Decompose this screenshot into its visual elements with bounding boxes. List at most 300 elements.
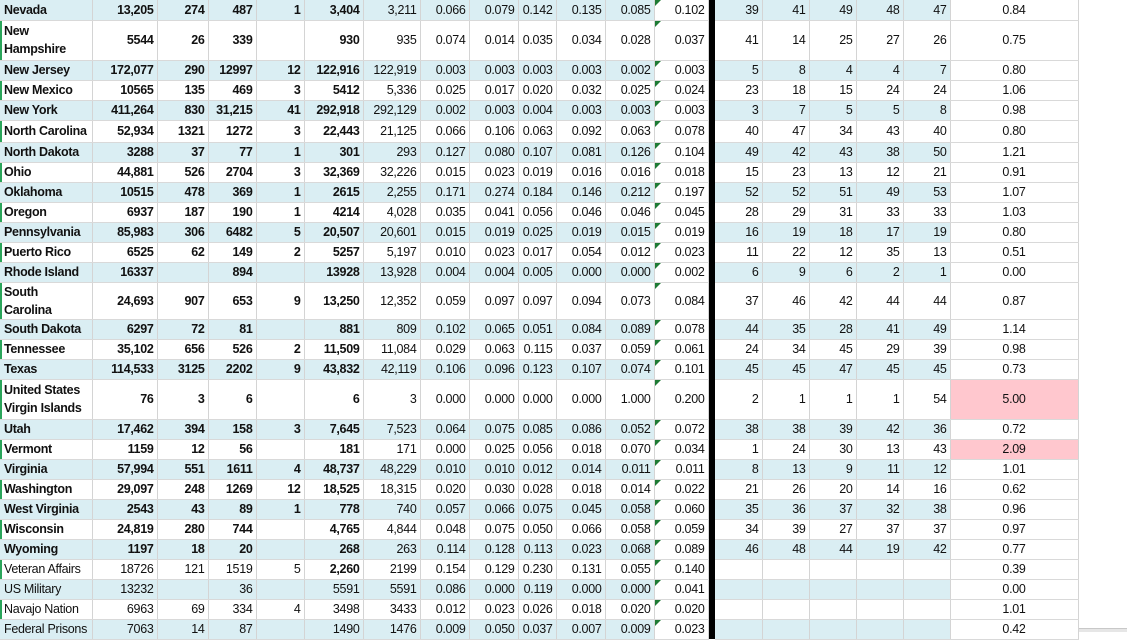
rank-cell[interactable]: 42 — [762, 142, 809, 162]
value-cell[interactable]: 0.089 — [654, 539, 708, 559]
value-cell[interactable]: 0.079 — [469, 0, 518, 20]
value-cell[interactable]: 0.066 — [420, 0, 469, 20]
row-label-cell[interactable]: Wisconsin — [0, 519, 92, 539]
value-cell[interactable]: 0.034 — [654, 439, 708, 459]
value-cell[interactable]: 0.060 — [654, 499, 708, 519]
rank-cell[interactable]: 45 — [856, 359, 903, 379]
value-cell[interactable]: 44,881 — [92, 162, 157, 182]
value-cell[interactable]: 830 — [157, 100, 208, 120]
rank-cell[interactable]: 15 — [809, 80, 856, 100]
value-cell[interactable]: 1159 — [92, 439, 157, 459]
rank-cell[interactable]: 34 — [809, 120, 856, 142]
rank-cell[interactable]: 15 — [715, 162, 762, 182]
rank-cell[interactable]: 26 — [762, 479, 809, 499]
rank-cell[interactable]: 39 — [903, 339, 950, 359]
ratio-cell[interactable]: 1.07 — [950, 182, 1078, 202]
value-cell[interactable]: 4,765 — [304, 519, 363, 539]
value-cell[interactable]: 0.146 — [556, 182, 605, 202]
value-cell[interactable]: 0.035 — [518, 20, 556, 60]
rank-cell[interactable]: 26 — [903, 20, 950, 60]
value-cell[interactable]: 0.041 — [469, 202, 518, 222]
rank-cell[interactable] — [715, 599, 762, 619]
value-cell[interactable]: 0.000 — [556, 262, 605, 282]
value-cell[interactable]: 0.066 — [420, 120, 469, 142]
value-cell[interactable]: 0.018 — [556, 599, 605, 619]
ratio-cell[interactable]: 0.39 — [950, 559, 1078, 579]
rank-cell[interactable]: 1 — [762, 379, 809, 419]
value-cell[interactable]: 26 — [157, 20, 208, 60]
rank-cell[interactable]: 24 — [715, 339, 762, 359]
rank-cell[interactable]: 38 — [715, 419, 762, 439]
value-cell[interactable]: 4,844 — [363, 519, 420, 539]
value-cell[interactable]: 6 — [208, 379, 256, 419]
value-cell[interactable]: 0.074 — [420, 20, 469, 60]
value-cell[interactable]: 48,229 — [363, 459, 420, 479]
rank-cell[interactable]: 27 — [856, 20, 903, 60]
row-label-cell[interactable]: West Virginia — [0, 499, 92, 519]
value-cell[interactable]: 0.003 — [556, 100, 605, 120]
rank-cell[interactable]: 14 — [856, 479, 903, 499]
rank-cell[interactable]: 20 — [809, 479, 856, 499]
value-cell[interactable]: 0.063 — [605, 120, 654, 142]
rank-cell[interactable]: 1 — [903, 262, 950, 282]
value-cell[interactable]: 0.084 — [556, 319, 605, 339]
value-cell[interactable]: 0.075 — [518, 499, 556, 519]
row-label-cell[interactable]: Veteran Affairs — [0, 559, 92, 579]
value-cell[interactable] — [256, 319, 304, 339]
value-cell[interactable]: 292,129 — [363, 100, 420, 120]
rank-cell[interactable]: 9 — [762, 262, 809, 282]
rank-cell[interactable]: 52 — [715, 182, 762, 202]
value-cell[interactable]: 0.019 — [469, 222, 518, 242]
ratio-cell[interactable]: 0.62 — [950, 479, 1078, 499]
value-cell[interactable]: 0.119 — [518, 579, 556, 599]
value-cell[interactable]: 0.274 — [469, 182, 518, 202]
value-cell[interactable]: 653 — [208, 282, 256, 319]
value-cell[interactable]: 89 — [208, 499, 256, 519]
value-cell[interactable]: 31,215 — [208, 100, 256, 120]
rank-cell[interactable] — [903, 599, 950, 619]
value-cell[interactable]: 292,918 — [304, 100, 363, 120]
value-cell[interactable]: 0.011 — [654, 459, 708, 479]
value-cell[interactable]: 3 — [256, 162, 304, 182]
value-cell[interactable]: 121 — [157, 559, 208, 579]
rank-cell[interactable] — [809, 599, 856, 619]
rank-cell[interactable]: 35 — [856, 242, 903, 262]
value-cell[interactable]: 0.065 — [469, 319, 518, 339]
rank-cell[interactable] — [903, 619, 950, 639]
value-cell[interactable]: 0.056 — [518, 202, 556, 222]
value-cell[interactable]: 0.020 — [518, 80, 556, 100]
value-cell[interactable]: 0.000 — [469, 379, 518, 419]
value-cell[interactable]: 37 — [157, 142, 208, 162]
value-cell[interactable]: 5,336 — [363, 80, 420, 100]
value-cell[interactable]: 0.000 — [518, 379, 556, 419]
value-cell[interactable]: 0.106 — [469, 120, 518, 142]
rank-cell[interactable]: 47 — [809, 359, 856, 379]
value-cell[interactable]: 0.014 — [556, 459, 605, 479]
value-cell[interactable]: 57,994 — [92, 459, 157, 479]
rank-cell[interactable]: 47 — [762, 120, 809, 142]
rank-cell[interactable] — [809, 559, 856, 579]
value-cell[interactable]: 0.037 — [518, 619, 556, 639]
value-cell[interactable]: 12 — [157, 439, 208, 459]
rank-cell[interactable]: 19 — [762, 222, 809, 242]
value-cell[interactable]: 18 — [157, 539, 208, 559]
value-cell[interactable]: 6482 — [208, 222, 256, 242]
value-cell[interactable]: 2543 — [92, 499, 157, 519]
value-cell[interactable]: 0.086 — [420, 579, 469, 599]
value-cell[interactable]: 1476 — [363, 619, 420, 639]
value-cell[interactable]: 0.020 — [654, 599, 708, 619]
ratio-cell[interactable]: 5.00 — [950, 379, 1078, 419]
value-cell[interactable]: 0.052 — [605, 419, 654, 439]
value-cell[interactable]: 76 — [92, 379, 157, 419]
value-cell[interactable]: 0.037 — [556, 339, 605, 359]
value-cell[interactable]: 6963 — [92, 599, 157, 619]
rank-cell[interactable]: 5 — [856, 100, 903, 120]
rank-cell[interactable]: 1 — [856, 379, 903, 419]
value-cell[interactable]: 0.004 — [518, 100, 556, 120]
rank-cell[interactable]: 1 — [715, 439, 762, 459]
value-cell[interactable]: 4 — [256, 599, 304, 619]
value-cell[interactable]: 0.086 — [556, 419, 605, 439]
value-cell[interactable]: 1 — [256, 499, 304, 519]
value-cell[interactable]: 2202 — [208, 359, 256, 379]
row-label-cell[interactable]: Washington — [0, 479, 92, 499]
value-cell[interactable]: 187 — [157, 202, 208, 222]
value-cell[interactable]: 18,525 — [304, 479, 363, 499]
value-cell[interactable]: 13,928 — [363, 262, 420, 282]
value-cell[interactable]: 0.019 — [654, 222, 708, 242]
value-cell[interactable]: 12997 — [208, 60, 256, 80]
rank-cell[interactable]: 1 — [809, 379, 856, 419]
row-label-cell[interactable]: Nevada — [0, 0, 92, 20]
value-cell[interactable]: 0.081 — [556, 142, 605, 162]
value-cell[interactable]: 0.014 — [605, 479, 654, 499]
value-cell[interactable]: 0.127 — [420, 142, 469, 162]
value-cell[interactable]: 339 — [208, 20, 256, 60]
value-cell[interactable]: 3433 — [363, 599, 420, 619]
value-cell[interactable]: 369 — [208, 182, 256, 202]
value-cell[interactable]: 0.018 — [556, 479, 605, 499]
value-cell[interactable]: 7,645 — [304, 419, 363, 439]
value-cell[interactable]: 3,211 — [363, 0, 420, 20]
rank-cell[interactable]: 37 — [809, 499, 856, 519]
value-cell[interactable]: 6937 — [92, 202, 157, 222]
ratio-cell[interactable]: 1.01 — [950, 599, 1078, 619]
value-cell[interactable]: 3125 — [157, 359, 208, 379]
rank-cell[interactable]: 24 — [762, 439, 809, 459]
rank-cell[interactable]: 49 — [715, 142, 762, 162]
value-cell[interactable]: 0.094 — [556, 282, 605, 319]
value-cell[interactable]: 12 — [256, 479, 304, 499]
value-cell[interactable]: 881 — [304, 319, 363, 339]
row-label-cell[interactable]: New York — [0, 100, 92, 120]
value-cell[interactable]: 744 — [208, 519, 256, 539]
value-cell[interactable]: 0.063 — [469, 339, 518, 359]
value-cell[interactable]: 5,197 — [363, 242, 420, 262]
rank-cell[interactable]: 33 — [903, 202, 950, 222]
rank-cell[interactable]: 8 — [762, 60, 809, 80]
rank-cell[interactable]: 49 — [903, 319, 950, 339]
value-cell[interactable]: 0.066 — [556, 519, 605, 539]
row-label-cell[interactable]: New Jersey — [0, 60, 92, 80]
value-cell[interactable]: 0.113 — [518, 539, 556, 559]
value-cell[interactable]: 0.059 — [654, 519, 708, 539]
value-cell[interactable]: 0.056 — [518, 439, 556, 459]
rank-cell[interactable]: 6 — [809, 262, 856, 282]
rank-cell[interactable]: 37 — [856, 519, 903, 539]
rank-cell[interactable]: 11 — [715, 242, 762, 262]
value-cell[interactable]: 274 — [157, 0, 208, 20]
rank-cell[interactable]: 8 — [903, 100, 950, 120]
value-cell[interactable]: 1 — [256, 182, 304, 202]
row-label-cell[interactable]: North Carolina — [0, 120, 92, 142]
rank-cell[interactable]: 40 — [715, 120, 762, 142]
value-cell[interactable]: 0.012 — [605, 242, 654, 262]
rank-cell[interactable] — [715, 559, 762, 579]
rank-cell[interactable]: 8 — [715, 459, 762, 479]
value-cell[interactable]: 551 — [157, 459, 208, 479]
value-cell[interactable]: 20,507 — [304, 222, 363, 242]
value-cell[interactable]: 0.058 — [605, 499, 654, 519]
value-cell[interactable]: 2,255 — [363, 182, 420, 202]
value-cell[interactable]: 0.011 — [605, 459, 654, 479]
value-cell[interactable]: 7,523 — [363, 419, 420, 439]
ratio-cell[interactable]: 0.97 — [950, 519, 1078, 539]
value-cell[interactable]: 2 — [256, 339, 304, 359]
row-label-cell[interactable]: Vermont — [0, 439, 92, 459]
rank-cell[interactable]: 18 — [762, 80, 809, 100]
rank-cell[interactable]: 44 — [809, 539, 856, 559]
value-cell[interactable]: 0.101 — [654, 359, 708, 379]
value-cell[interactable]: 1611 — [208, 459, 256, 479]
value-cell[interactable]: 3 — [256, 80, 304, 100]
rank-cell[interactable]: 38 — [856, 142, 903, 162]
value-cell[interactable]: 0.041 — [654, 579, 708, 599]
rank-cell[interactable]: 17 — [856, 222, 903, 242]
ratio-cell[interactable]: 0.80 — [950, 60, 1078, 80]
value-cell[interactable]: 301 — [304, 142, 363, 162]
rank-cell[interactable]: 4 — [809, 60, 856, 80]
ratio-cell[interactable]: 0.80 — [950, 120, 1078, 142]
value-cell[interactable]: 3,404 — [304, 0, 363, 20]
value-cell[interactable] — [256, 20, 304, 60]
value-cell[interactable]: 1 — [256, 142, 304, 162]
ratio-cell[interactable]: 1.01 — [950, 459, 1078, 479]
value-cell[interactable]: 0.057 — [420, 499, 469, 519]
value-cell[interactable]: 122,919 — [363, 60, 420, 80]
value-cell[interactable]: 0.097 — [469, 282, 518, 319]
value-cell[interactable]: 2,260 — [304, 559, 363, 579]
value-cell[interactable]: 290 — [157, 60, 208, 80]
value-cell[interactable] — [256, 439, 304, 459]
row-label-cell[interactable]: Oklahoma — [0, 182, 92, 202]
rank-cell[interactable]: 4 — [856, 60, 903, 80]
value-cell[interactable]: 0.022 — [654, 479, 708, 499]
value-cell[interactable]: 0.003 — [605, 100, 654, 120]
value-cell[interactable]: 149 — [208, 242, 256, 262]
rank-cell[interactable]: 44 — [903, 282, 950, 319]
value-cell[interactable]: 306 — [157, 222, 208, 242]
value-cell[interactable]: 0.010 — [420, 242, 469, 262]
value-cell[interactable]: 0.019 — [518, 162, 556, 182]
rank-cell[interactable]: 45 — [903, 359, 950, 379]
value-cell[interactable]: 894 — [208, 262, 256, 282]
value-cell[interactable]: 0.104 — [654, 142, 708, 162]
value-cell[interactable]: 24,693 — [92, 282, 157, 319]
rank-cell[interactable]: 44 — [715, 319, 762, 339]
rank-cell[interactable]: 21 — [715, 479, 762, 499]
value-cell[interactable]: 0.092 — [556, 120, 605, 142]
value-cell[interactable]: 69 — [157, 599, 208, 619]
value-cell[interactable]: 171 — [363, 439, 420, 459]
value-cell[interactable]: 0.089 — [605, 319, 654, 339]
value-cell[interactable] — [256, 519, 304, 539]
rank-cell[interactable] — [903, 559, 950, 579]
value-cell[interactable]: 11,084 — [363, 339, 420, 359]
rank-cell[interactable]: 29 — [762, 202, 809, 222]
value-cell[interactable]: 0.084 — [654, 282, 708, 319]
value-cell[interactable]: 0.140 — [654, 559, 708, 579]
rank-cell[interactable]: 32 — [856, 499, 903, 519]
value-cell[interactable]: 122,916 — [304, 60, 363, 80]
value-cell[interactable]: 0.003 — [556, 60, 605, 80]
rank-cell[interactable]: 42 — [856, 419, 903, 439]
value-cell[interactable]: 0.115 — [518, 339, 556, 359]
value-cell[interactable]: 0.045 — [556, 499, 605, 519]
value-cell[interactable]: 1 — [256, 0, 304, 20]
value-cell[interactable]: 930 — [304, 20, 363, 60]
value-cell[interactable] — [256, 262, 304, 282]
value-cell[interactable]: 394 — [157, 419, 208, 439]
value-cell[interactable]: 158 — [208, 419, 256, 439]
value-cell[interactable]: 0.009 — [420, 619, 469, 639]
ratio-cell[interactable]: 0.73 — [950, 359, 1078, 379]
value-cell[interactable]: 0.135 — [556, 0, 605, 20]
value-cell[interactable]: 3 — [256, 419, 304, 439]
ratio-cell[interactable]: 2.09 — [950, 439, 1078, 459]
value-cell[interactable]: 18726 — [92, 559, 157, 579]
rank-cell[interactable]: 9 — [809, 459, 856, 479]
value-cell[interactable]: 0.015 — [420, 162, 469, 182]
value-cell[interactable]: 13232 — [92, 579, 157, 599]
value-cell[interactable]: 0.096 — [469, 359, 518, 379]
rank-cell[interactable] — [809, 619, 856, 639]
rank-cell[interactable]: 39 — [715, 0, 762, 20]
row-label-cell[interactable]: Pennsylvania — [0, 222, 92, 242]
value-cell[interactable]: 526 — [208, 339, 256, 359]
value-cell[interactable]: 0.058 — [605, 519, 654, 539]
value-cell[interactable]: 0.074 — [605, 359, 654, 379]
value-cell[interactable]: 10515 — [92, 182, 157, 202]
value-cell[interactable]: 0.030 — [469, 479, 518, 499]
ratio-cell[interactable]: 0.42 — [950, 619, 1078, 639]
value-cell[interactable]: 24,819 — [92, 519, 157, 539]
rank-cell[interactable]: 34 — [762, 339, 809, 359]
value-cell[interactable]: 43,832 — [304, 359, 363, 379]
value-cell[interactable]: 21,125 — [363, 120, 420, 142]
value-cell[interactable] — [256, 619, 304, 639]
rank-cell[interactable]: 23 — [715, 80, 762, 100]
ratio-cell[interactable]: 0.91 — [950, 162, 1078, 182]
value-cell[interactable]: 114,533 — [92, 359, 157, 379]
rank-cell[interactable]: 42 — [809, 282, 856, 319]
value-cell[interactable]: 0.019 — [556, 222, 605, 242]
ratio-cell[interactable]: 1.21 — [950, 142, 1078, 162]
rank-cell[interactable]: 47 — [903, 0, 950, 20]
rank-cell[interactable]: 35 — [715, 499, 762, 519]
rank-cell[interactable]: 53 — [903, 182, 950, 202]
value-cell[interactable]: 3288 — [92, 142, 157, 162]
value-cell[interactable]: 248 — [157, 479, 208, 499]
value-cell[interactable]: 268 — [304, 539, 363, 559]
rank-cell[interactable]: 38 — [762, 419, 809, 439]
value-cell[interactable]: 5412 — [304, 80, 363, 100]
ratio-cell[interactable]: 0.98 — [950, 100, 1078, 120]
value-cell[interactable]: 190 — [208, 202, 256, 222]
rank-cell[interactable]: 49 — [856, 182, 903, 202]
value-cell[interactable]: 0.023 — [469, 242, 518, 262]
value-cell[interactable]: 2 — [256, 242, 304, 262]
rank-cell[interactable]: 48 — [762, 539, 809, 559]
value-cell[interactable]: 0.023 — [654, 619, 708, 639]
value-cell[interactable]: 43 — [157, 499, 208, 519]
rank-cell[interactable]: 39 — [762, 519, 809, 539]
value-cell[interactable]: 0.003 — [518, 60, 556, 80]
value-cell[interactable]: 22,443 — [304, 120, 363, 142]
ratio-cell[interactable]: 0.80 — [950, 222, 1078, 242]
rank-cell[interactable]: 28 — [715, 202, 762, 222]
rank-cell[interactable]: 52 — [762, 182, 809, 202]
value-cell[interactable]: 0.070 — [605, 439, 654, 459]
value-cell[interactable]: 5544 — [92, 20, 157, 60]
value-cell[interactable]: 0.000 — [420, 439, 469, 459]
ratio-cell[interactable]: 0.51 — [950, 242, 1078, 262]
value-cell[interactable]: 0.029 — [420, 339, 469, 359]
value-cell[interactable]: 334 — [208, 599, 256, 619]
value-cell[interactable]: 2704 — [208, 162, 256, 182]
value-cell[interactable]: 0.026 — [518, 599, 556, 619]
value-cell[interactable]: 0.102 — [420, 319, 469, 339]
value-cell[interactable]: 0.023 — [654, 242, 708, 262]
rank-cell[interactable]: 45 — [715, 359, 762, 379]
value-cell[interactable]: 0.072 — [654, 419, 708, 439]
value-cell[interactable]: 0.068 — [605, 539, 654, 559]
value-cell[interactable]: 0.002 — [605, 60, 654, 80]
value-cell[interactable]: 6525 — [92, 242, 157, 262]
value-cell[interactable]: 0.003 — [469, 60, 518, 80]
value-cell[interactable]: 0.064 — [420, 419, 469, 439]
value-cell[interactable]: 5 — [256, 222, 304, 242]
rank-cell[interactable]: 54 — [903, 379, 950, 419]
rank-cell[interactable]: 16 — [903, 479, 950, 499]
value-cell[interactable]: 0.003 — [654, 100, 708, 120]
value-cell[interactable]: 0.200 — [654, 379, 708, 419]
value-cell[interactable]: 6 — [304, 379, 363, 419]
value-cell[interactable]: 0.154 — [420, 559, 469, 579]
value-cell[interactable]: 0.018 — [654, 162, 708, 182]
value-cell[interactable]: 0.131 — [556, 559, 605, 579]
value-cell[interactable]: 172,077 — [92, 60, 157, 80]
value-cell[interactable]: 0.023 — [469, 162, 518, 182]
value-cell[interactable]: 10565 — [92, 80, 157, 100]
ratio-cell[interactable]: 1.06 — [950, 80, 1078, 100]
value-cell[interactable]: 0.080 — [469, 142, 518, 162]
ratio-cell[interactable]: 0.87 — [950, 282, 1078, 319]
rank-cell[interactable]: 13 — [856, 439, 903, 459]
